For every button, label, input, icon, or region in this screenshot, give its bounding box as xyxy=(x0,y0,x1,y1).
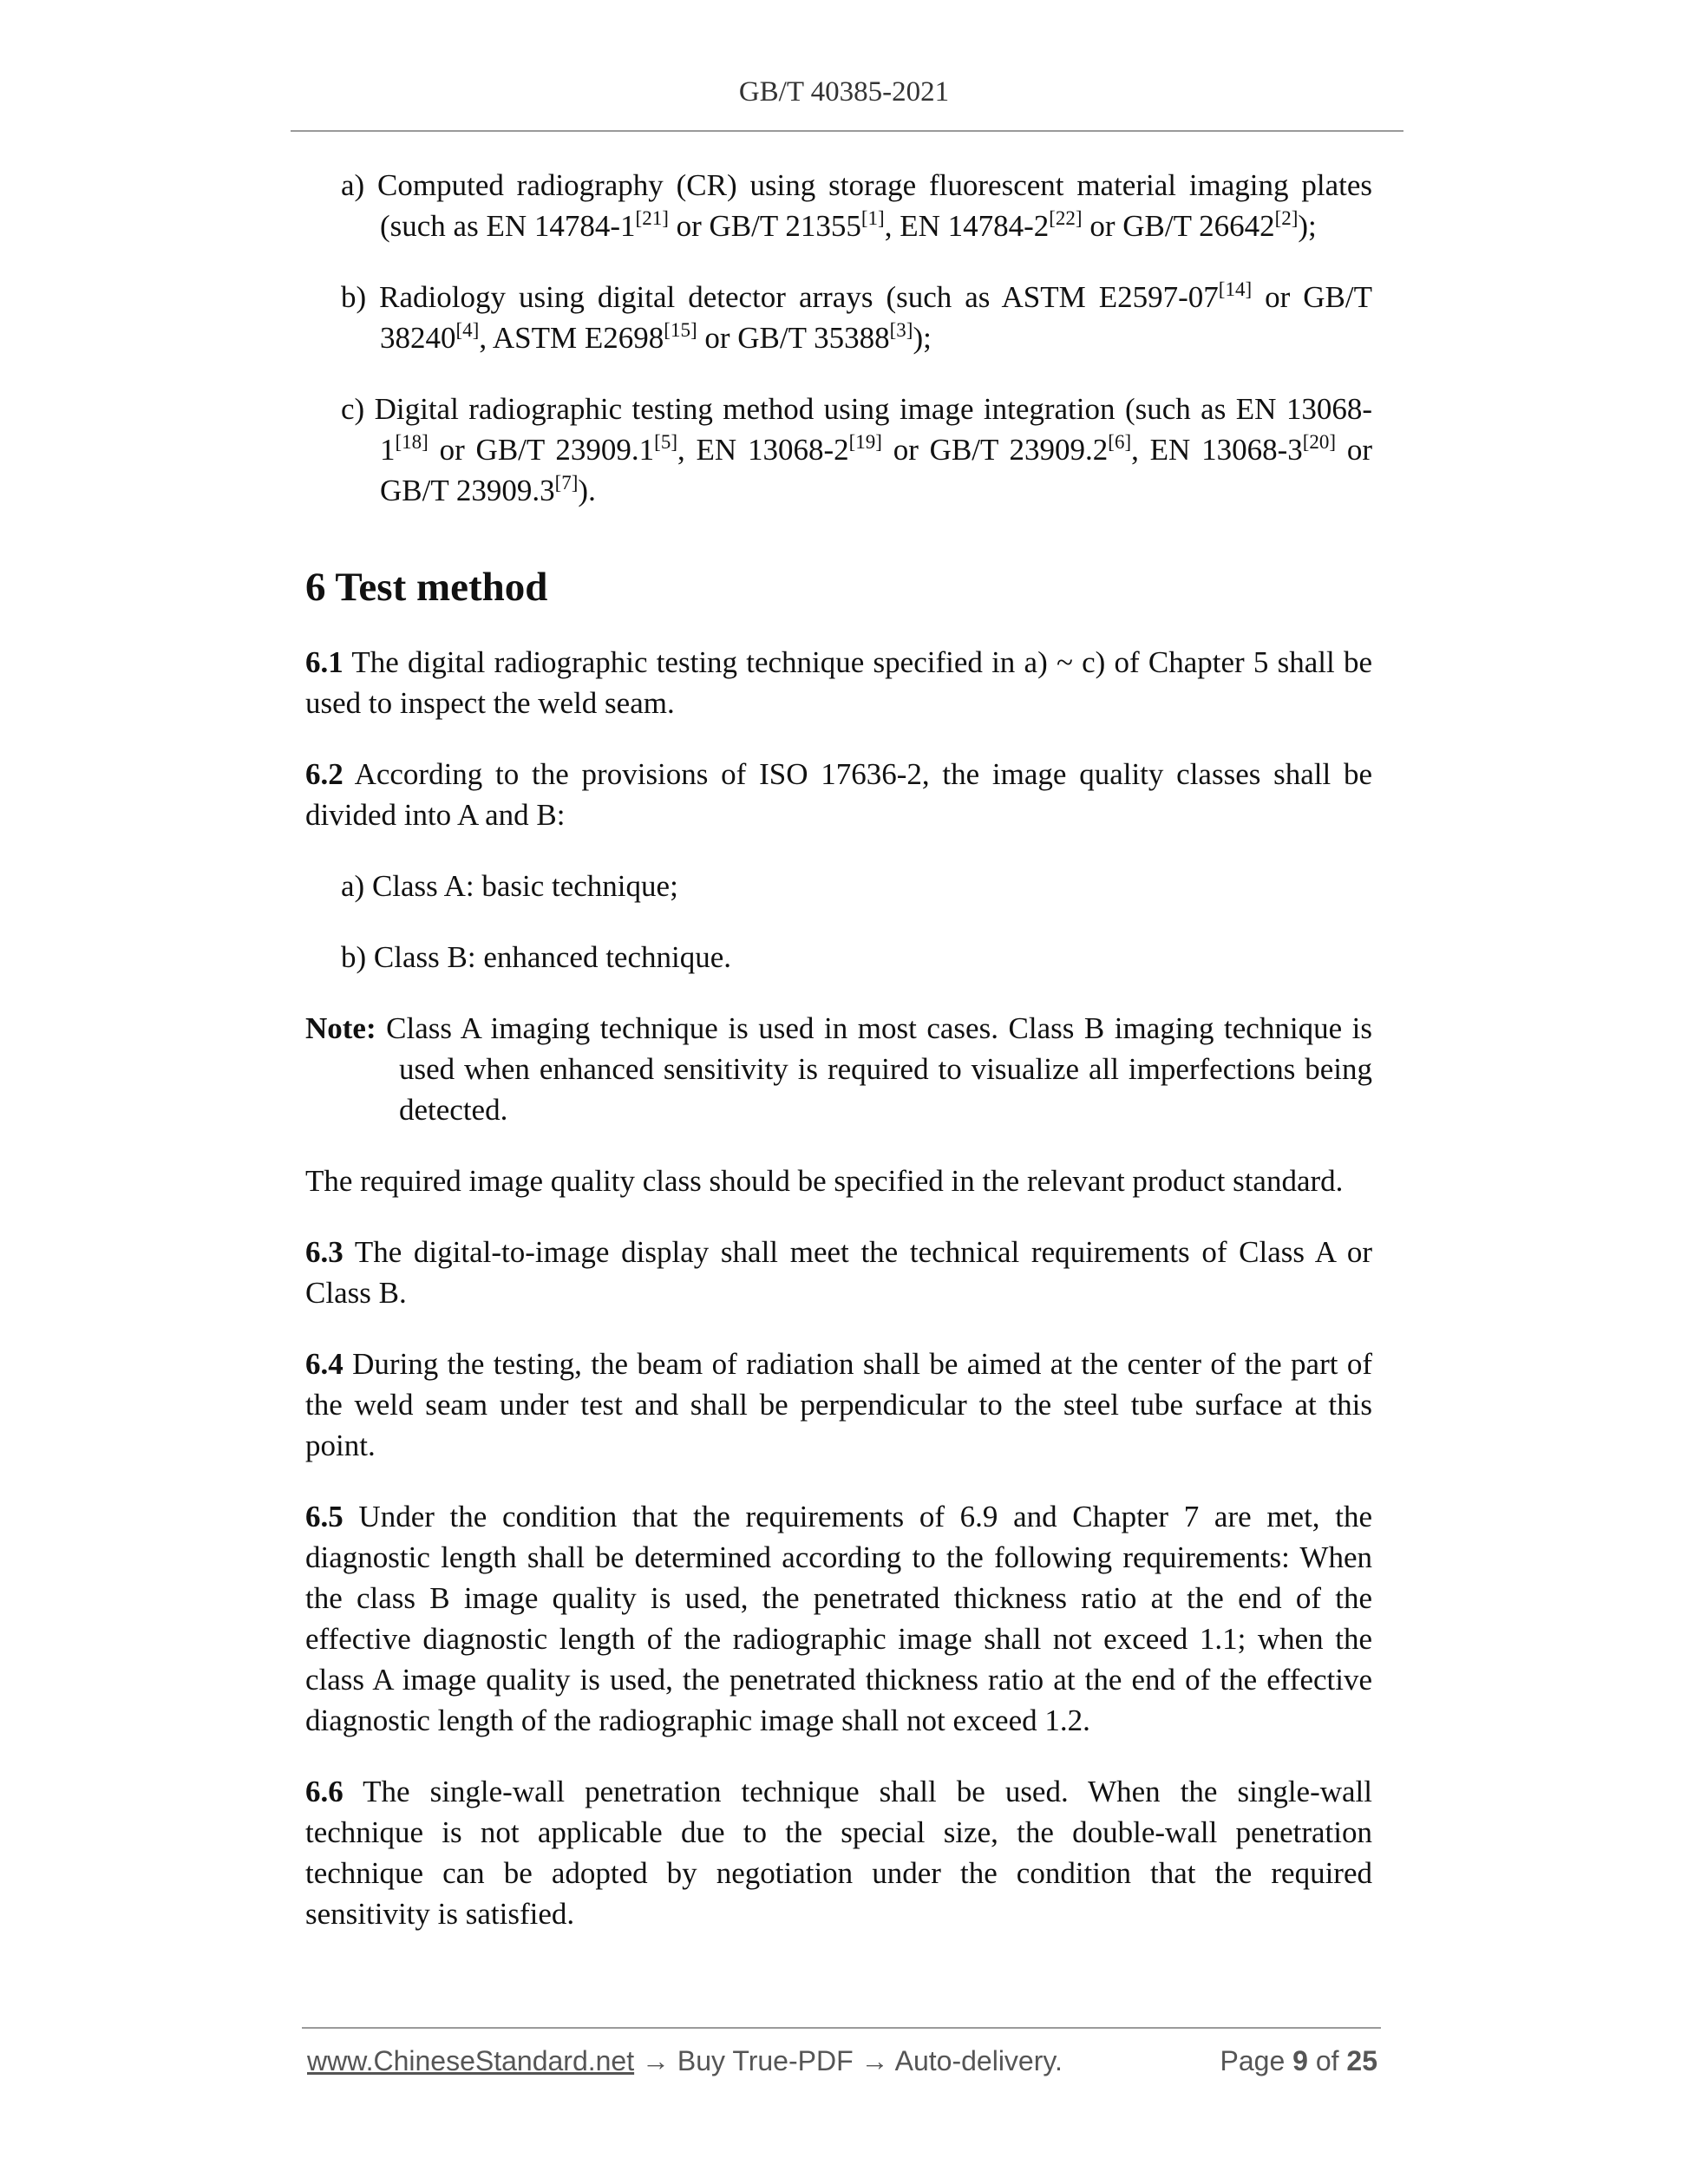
reference-mark: [14] xyxy=(1218,278,1253,300)
reference-mark: [20] xyxy=(1302,431,1337,453)
header-divider xyxy=(291,130,1403,132)
clause-6-2: 6.2 According to the provisions of ISO 17636-2, the image quality classes shall be divided into A and B: xyxy=(305,757,1372,832)
clause-6-1: 6.1 The digital radiographic testing technique specified in a) ~ c) of Chapter 5 shall be used to inspect the weld seam. xyxy=(305,645,1372,720)
clause-6-3: 6.3 The digital-to-image display shall meet the technical requirements of Class A or Class B. xyxy=(305,1235,1372,1310)
class-b-item: b) Class B: enhanced technique. xyxy=(341,940,732,974)
reference-mark: [6] xyxy=(1108,431,1132,453)
page-footer xyxy=(307,2045,1377,2080)
reference-mark: [5] xyxy=(654,431,677,453)
reference-mark: [7] xyxy=(554,472,579,494)
page-number: Page 9 of 25 xyxy=(1220,2045,1377,2076)
list-item-c: c) Digital radiographic testing method using image integration (such as EN 13068-1[18] or GB/T 23909.1[5], EN 13068-2[19] or GB/T 23909.2[6], EN 13068-3[20] or GB/T 23909.3[7]). xyxy=(341,392,1373,507)
class-a-item: a) Class A: basic technique; xyxy=(341,869,678,903)
reference-mark: [2] xyxy=(1274,207,1299,229)
section-heading: 6 Test method xyxy=(305,565,548,610)
list-item-a: a) Computed radiography (CR) using storage fluorescent material imaging plates (such as EN 14784-1[21] or GB/T 21355[1], EN 14784-2[22] or GB/T 26642[2]); xyxy=(341,168,1372,243)
required-class-paragraph: The required image quality class should be specified in the relevant product standard. xyxy=(305,1164,1344,1198)
reference-mark: [18] xyxy=(395,431,429,453)
reference-mark: [21] xyxy=(635,207,669,229)
footer-promo xyxy=(307,2045,1063,2077)
footer-divider xyxy=(302,2027,1381,2029)
clause-6-5: 6.5 Under the condition that the requirements of 6.9 and Chapter 7 are met, the diagnostic length shall be determined according to the following requirements: When the class B image quality is used, the penetrated thickness ratio at the end of the effective diagnostic length of the radiographic image shall not exceed 1.1; when the class A image quality is used, the penetrated thickness ratio at the end of the effective diagnostic length of the radiographic image shall not exceed 1.2. xyxy=(305,1500,1372,1737)
reference-mark: [1] xyxy=(860,207,885,229)
clause-6-4: 6.4 During the testing, the beam of radiation shall be aimed at the center of the part of the weld seam under test and shall be perpendicular to the steel tube surface at this point. xyxy=(305,1347,1372,1462)
note-paragraph: Note: Class A imaging technique is used in most cases. Class B imaging technique is used when enhanced sensitivity is required to visualize all imperfections being detected. xyxy=(305,1011,1372,1127)
list-item-b: b) Radiology using digital detector arrays (such as ASTM E2597-07[14] or GB/T 38240[4], ASTM E2698[15] or GB/T 35388[3]); xyxy=(341,278,1372,355)
clause-6-6: 6.6 The single-wall penetration technique shall be used. When the single-wall technique is not applicable due to the special size, the double-wall penetration technique can be adopted by negotiation under the condition that the required sensitivity is satisfied. xyxy=(305,1775,1372,1931)
reference-mark: [4] xyxy=(455,319,480,341)
reference-mark: [3] xyxy=(889,319,913,341)
reference-mark: [15] xyxy=(664,319,697,341)
footer-promo-text: → Buy True-PDF → Auto-delivery. xyxy=(634,2045,1063,2076)
document-header-code: GB/T 40385-2021 xyxy=(738,76,950,108)
page-content xyxy=(305,165,1372,1934)
reference-mark: [22] xyxy=(1049,207,1083,229)
chinesestandard-link[interactable]: www.ChineseStandard.net xyxy=(307,2045,635,2076)
reference-mark: [19] xyxy=(848,431,882,453)
